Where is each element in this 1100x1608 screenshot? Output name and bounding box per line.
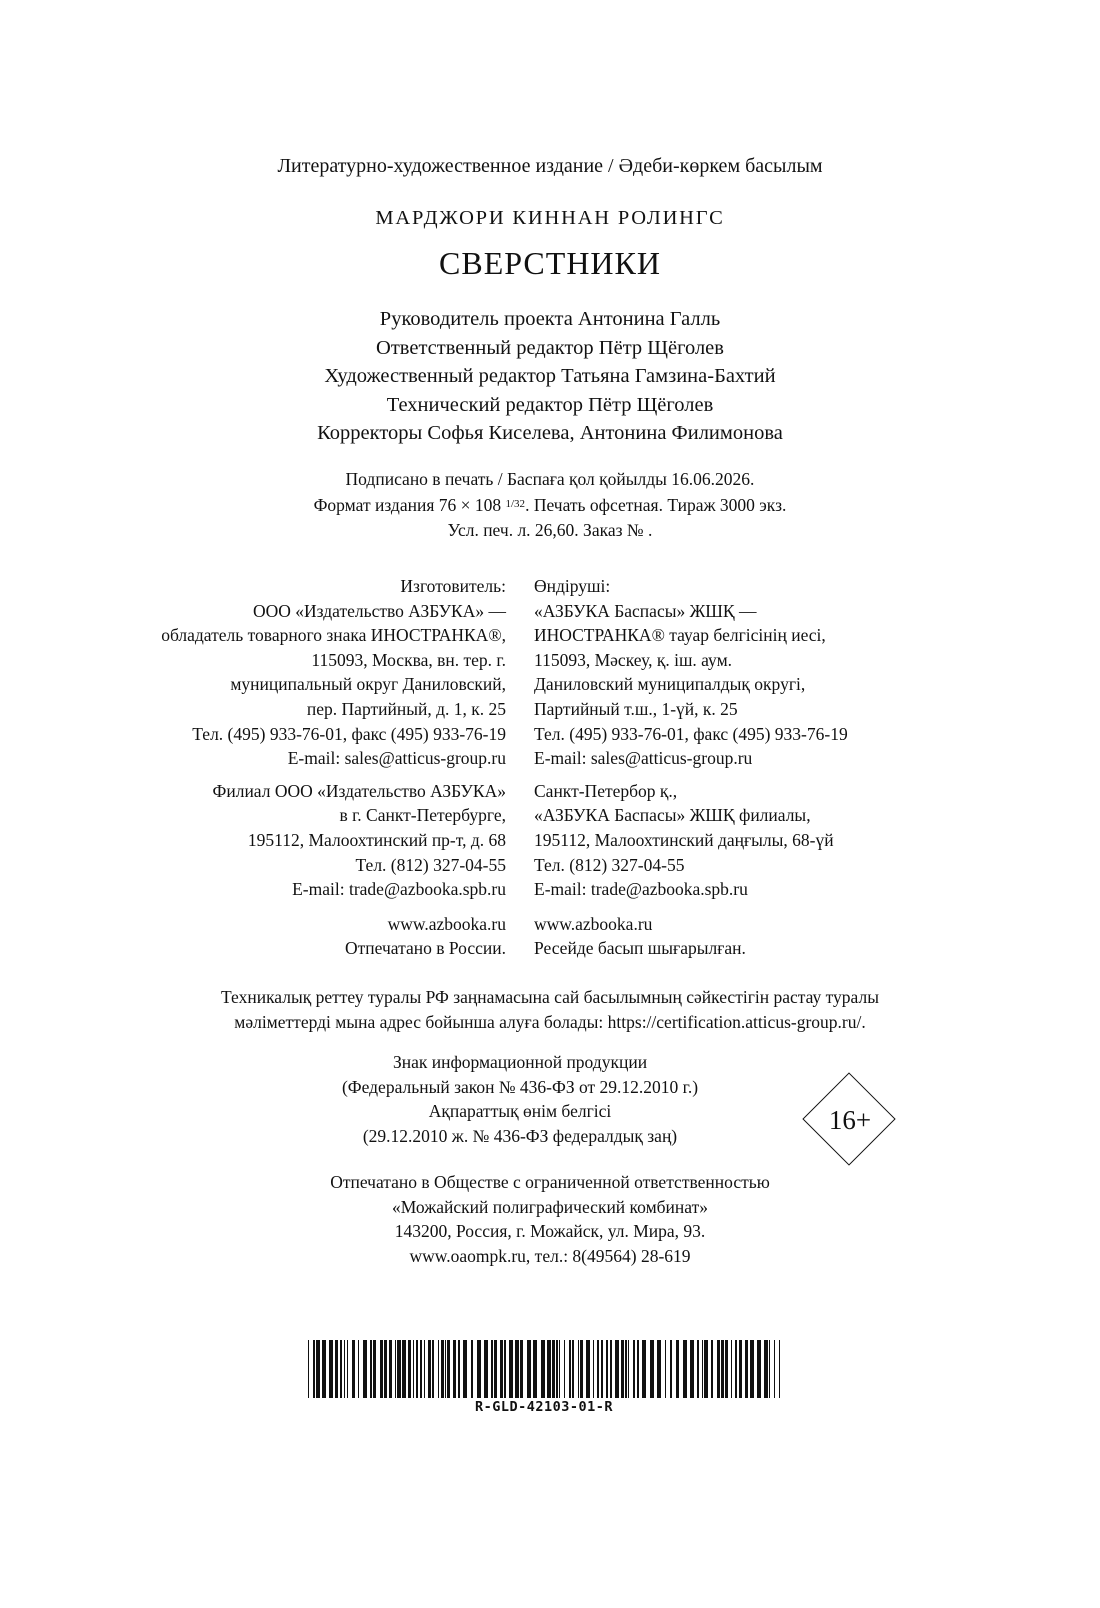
branch-ru-line: Тел. (812) 327-04-55 <box>355 854 506 875</box>
barcode-bar <box>606 1340 608 1398</box>
barcode-bar <box>373 1340 376 1398</box>
barcode-bar <box>527 1340 531 1398</box>
printed-in-ru: Отпечатано в России. <box>345 938 506 959</box>
printer-line: «Можайский полиграфический комбинат» <box>392 1196 708 1217</box>
barcode-bar <box>463 1340 467 1398</box>
certification-line: Техникалық реттеу туралы РФ заңнамасына сай басылымның сәйкестігін растау туралы <box>221 987 879 1007</box>
barcode-bar <box>533 1340 537 1398</box>
barcode-bar <box>642 1340 646 1398</box>
author-text: МАРДЖОРИ КИННАН РОЛИНГС <box>375 207 725 229</box>
barcode-bar <box>670 1340 672 1398</box>
book-title-text: СВЕРСТНИКИ <box>439 245 661 281</box>
printed-in-kz: Ресейде басып шығарылған. <box>534 938 746 959</box>
barcode-bar <box>779 1340 780 1398</box>
barcode-bar <box>725 1340 728 1398</box>
barcode-bar <box>441 1340 444 1398</box>
barcode-bar <box>428 1340 431 1398</box>
barcode-bar <box>625 1340 627 1398</box>
mfr-kz-line: Тел. (495) 933-76-01, факс (495) 933-76-19 <box>534 723 848 744</box>
mfr-ru-line: E-mail: sales@atticus-group.ru <box>287 748 506 769</box>
branch-ru-line: Филиал ООО «Издательство АЗБУКА» <box>212 780 506 801</box>
barcode-bar <box>432 1340 434 1398</box>
barcode-bar <box>494 1340 497 1398</box>
mfr-kz-line: Өндіруші: <box>534 576 611 596</box>
barcode-bar <box>559 1340 560 1398</box>
barcode-bar <box>384 1340 387 1398</box>
branch-ru-line: E-mail: trade@azbooka.spb.ru <box>292 879 506 900</box>
format-fraction: 1/32 <box>505 498 526 510</box>
mfr-ru-line: 115093, Москва, вн. тер. г. <box>311 649 506 670</box>
branch-kz-line: «АЗБУКА Баспасы» ЖШҚ филиалы, <box>534 805 811 826</box>
barcode-bar <box>739 1340 742 1398</box>
branch-kz-line: 195112, Малоохтинский даңғылы, 68-үй <box>534 829 834 850</box>
mfr-ru-line: Изготовитель: <box>400 576 506 596</box>
barcode-bar <box>610 1340 612 1398</box>
mfr-kz-line: Даниловский муниципалдық округі, <box>534 674 806 695</box>
info-product-sign <box>300 1050 740 1148</box>
barcode-bar <box>665 1340 666 1398</box>
signed-date: Подписано в печать / Баспаға қол қойылды 16.06.2026. <box>345 469 755 489</box>
barcode-bar <box>447 1340 450 1398</box>
barcode-bar <box>593 1340 594 1398</box>
barcode-bar <box>395 1340 396 1398</box>
barcode-bar <box>453 1340 456 1398</box>
barcode-bar <box>408 1340 411 1398</box>
barcode-bar <box>316 1340 320 1398</box>
website-ru: www.azbooka.ru <box>387 913 506 934</box>
printer-line: www.oaompk.ru, тел.: 8(49564) 28-619 <box>409 1245 691 1266</box>
format-line <box>0 492 1100 518</box>
barcode-bar <box>578 1340 579 1398</box>
barcode-bar <box>702 1340 703 1398</box>
barcode-bar <box>564 1340 565 1398</box>
barcode-bar <box>552 1340 555 1398</box>
barcode-bar <box>397 1340 401 1398</box>
barcode-bar <box>769 1340 770 1398</box>
barcode-bar <box>690 1340 694 1398</box>
barcode-bar <box>413 1340 414 1398</box>
mfr-ru-line: ООО «Издательство АЗБУКА» — <box>252 600 506 621</box>
print-details <box>0 467 1100 543</box>
manufacturer-kz <box>534 574 848 961</box>
barcode-bar <box>471 1340 473 1398</box>
barcode-bar <box>322 1340 326 1398</box>
mfr-kz-line: «АЗБУКА Баспасы» ЖШҚ — <box>534 600 757 621</box>
website-kz: www.azbooka.ru <box>534 913 653 934</box>
info-sign-line: (Федеральный закон № 436-ФЗ от 29.12.2010 г.) <box>341 1076 699 1097</box>
barcode-bar <box>745 1340 748 1398</box>
barcode-bar <box>711 1340 713 1398</box>
barcode-bar <box>764 1340 768 1398</box>
barcode-bar <box>650 1340 654 1398</box>
barcode-bar <box>683 1340 687 1398</box>
barcode-bar <box>380 1340 383 1398</box>
barcode-bar <box>572 1340 574 1398</box>
barcode-bar <box>637 1340 639 1398</box>
edition-type-text: Литературно-художественное издание / Әдеби-көркем басылым <box>277 155 823 177</box>
barcode-bar <box>717 1340 720 1398</box>
format-start: Формат издания 76 × 108 <box>313 495 506 515</box>
branch-kz-line: Тел. (812) 327-04-55 <box>534 854 685 875</box>
printer-info <box>0 1170 1100 1268</box>
branch-ru-line: 195112, Малоохтинский пр-т, д. 68 <box>247 829 506 850</box>
credit-line: Руководитель проекта Антонина Галль <box>379 308 721 330</box>
barcode-bar <box>340 1340 342 1398</box>
format-end: . Печать офсетная. Тираж 3000 экз. <box>525 495 787 515</box>
barcode-bar <box>445 1340 446 1398</box>
branch-kz-line: E-mail: trade@azbooka.spb.ru <box>534 879 748 900</box>
barcode-bar <box>424 1340 425 1398</box>
printer-line: 143200, Россия, г. Можайск, ул. Мира, 93. <box>394 1221 706 1242</box>
barcode-bar <box>329 1340 333 1398</box>
barcode-bar <box>735 1340 737 1398</box>
barcode-bar <box>704 1340 708 1398</box>
sheets-line: Усл. печ. л. 26,60. Заказ № . <box>447 520 653 540</box>
barcode-bar <box>491 1340 493 1398</box>
barcode-bar <box>541 1340 545 1398</box>
edition-type <box>0 155 1100 178</box>
mfr-ru-line: обладатель товарного знака ИНОСТРАНКА®, <box>161 625 506 646</box>
credits-block <box>0 305 1100 448</box>
printer-line: Отпечатано в Обществе с ограниченной ответственностью <box>330 1172 770 1192</box>
barcode-bar <box>370 1340 372 1398</box>
mfr-kz-line: Партийный т.ш., 1-үй, к. 25 <box>534 698 738 719</box>
manufacturer-ru <box>161 574 506 961</box>
barcode-bar <box>458 1340 460 1398</box>
credit-line: Ответственный редактор Пётр Щёголев <box>376 336 724 359</box>
info-sign-line: (29.12.2010 ж. № 436-ФЗ федералдық заң) <box>362 1125 678 1146</box>
credit-line: Технический редактор Пётр Щёголев <box>386 393 714 416</box>
certification-line: мәліметтерді мына адрес бойынша алуға болады: https://certification.atticus-group.ru/. <box>234 1011 866 1032</box>
barcode-bar <box>633 1340 635 1398</box>
barcode-bar <box>520 1340 523 1398</box>
mfr-kz-line: ИНОСТРАНКА® тауар белгісінің иесі, <box>534 625 826 646</box>
book-title <box>0 245 1100 282</box>
barcode-bar <box>615 1340 619 1398</box>
barcode-bar <box>628 1340 629 1398</box>
barcode-bar <box>484 1340 488 1398</box>
barcode-bar <box>547 1340 551 1398</box>
barcode-bar <box>556 1340 558 1398</box>
certification-note <box>0 985 1100 1034</box>
mfr-ru-line: пер. Партийный, д. 1, к. 25 <box>306 698 506 719</box>
barcode-bar <box>347 1340 348 1398</box>
barcode-bar <box>352 1340 355 1398</box>
credit-line: Художественный редактор Татьяна Гамзина-Бахтий <box>324 365 776 387</box>
author-name <box>0 207 1100 230</box>
barcode-bar <box>416 1340 418 1398</box>
barcode-bar <box>621 1340 624 1398</box>
barcode-bar <box>477 1340 481 1398</box>
barcode-bar <box>757 1340 761 1398</box>
barcode-bar <box>586 1340 590 1398</box>
barcode-bar <box>313 1340 315 1398</box>
branch-ru-line: в г. Санкт-Петербурге, <box>339 805 506 826</box>
mfr-ru-line: Тел. (495) 933-76-01, факс (495) 933-76-19 <box>192 723 506 744</box>
barcode-bar <box>515 1340 519 1398</box>
barcode-bar <box>580 1340 583 1398</box>
branch-kz-line: Санкт-Петербор қ., <box>534 780 678 801</box>
barcode-bar <box>420 1340 422 1398</box>
barcode-bar <box>597 1340 599 1398</box>
barcode-bar <box>509 1340 513 1398</box>
credit-line: Корректоры Софья Киселева, Антонина Филимонова <box>317 422 783 444</box>
barcode-bar <box>504 1340 506 1398</box>
barcode-bar <box>335 1340 338 1398</box>
barcode-bar <box>657 1340 661 1398</box>
mfr-kz-line: E-mail: sales@atticus-group.ru <box>534 748 753 769</box>
barcode-bar <box>750 1340 754 1398</box>
info-sign-line: Знак информационной продукции <box>392 1052 648 1072</box>
barcode-bar <box>676 1340 679 1398</box>
barcode-bar <box>308 1340 309 1398</box>
barcode-bar <box>438 1340 439 1398</box>
barcode-bar <box>721 1340 724 1398</box>
barcode-bar <box>569 1340 571 1398</box>
barcode-bar <box>363 1340 367 1398</box>
barcode-bar <box>402 1340 406 1398</box>
age-rating-text: 16+ <box>828 1105 872 1135</box>
mfr-kz-line: 115093, Мәскеу, қ. іш. аум. <box>534 649 733 670</box>
barcode-bar <box>389 1340 392 1398</box>
barcode-bar <box>731 1340 732 1398</box>
barcode-bar <box>697 1340 699 1398</box>
barcode-bar <box>344 1340 345 1398</box>
mfr-ru-line: муниципальный округ Даниловский, <box>230 674 506 695</box>
info-sign-line: Ақпараттық өнім белгісі <box>428 1101 612 1122</box>
barcode-bar <box>500 1340 503 1398</box>
barcode-bar <box>774 1340 775 1398</box>
barcode-bar <box>601 1340 603 1398</box>
barcode <box>308 1340 780 1415</box>
barcode-bars <box>308 1340 780 1398</box>
barcode-bar <box>358 1340 359 1398</box>
age-rating-badge <box>802 1072 898 1168</box>
barcode-code: R-GLD-42103-01-R <box>474 1399 614 1415</box>
